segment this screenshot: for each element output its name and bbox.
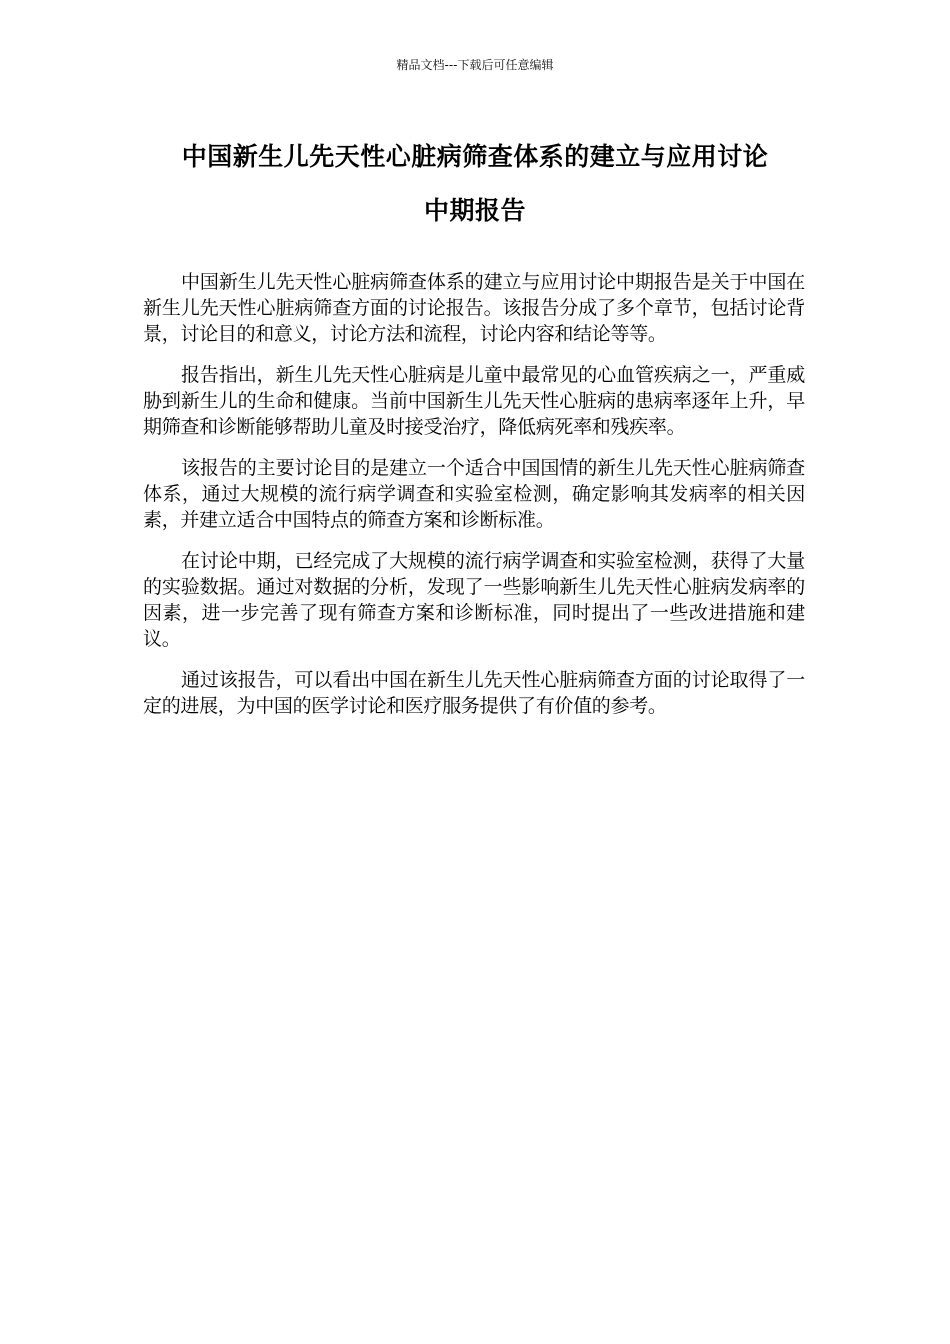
document-title [130, 130, 820, 238]
title-line-1: 中国新生儿先天性心脏病筛查体系的建立与应用讨论 [181, 142, 769, 171]
paragraph-3: 该报告的主要讨论目的是建立一个适合中国国情的新生儿先天性心脏病筛查体系，通过大规模的流行病学调查和实验室检测，确定影响其发病率的相关因素，并建立适合中国特点的筛查方案和诊断标准。 [143, 457, 805, 531]
title-line-2: 中期报告 [423, 196, 526, 225]
paragraph-1: 中国新生儿先天性心脏病筛查体系的建立与应用讨论中期报告是关于中国在新生儿先天性心脏病筛查方面的讨论报告。该报告分成了多个章节，包括讨论背景，讨论目的和意义，讨论方法和流程，讨论内容和结论等等。 [143, 271, 805, 345]
paragraph-4: 在讨论中期，已经完成了大规模的流行病学调查和实验室检测，获得了大量的实验数据。通过对数据的分析，发现了一些影响新生儿先天性心脏病发病率的因素，进一步完善了现有筛查方案和诊断标准，同时提出了一些改进措施和建议。 [143, 550, 805, 650]
paragraph-5: 通过该报告，可以看出中国在新生儿先天性心脏病筛查方面的讨论取得了一定的进展，为中国的医学讨论和医疗服务提供了有价值的参考。 [143, 669, 805, 717]
document-body [143, 269, 805, 734]
paragraph-2: 报告指出，新生儿先天性心脏病是儿童中最常见的心血管疾病之一，严重威胁到新生儿的生命和健康。当前中国新生儿先天性心脏病的患病率逐年上升，早期筛查和诊断能够帮助儿童及时接受治疗，降低病死率和残疾率。 [143, 364, 805, 438]
header-note: 精品文档---下载后可任意编辑 [396, 58, 554, 72]
